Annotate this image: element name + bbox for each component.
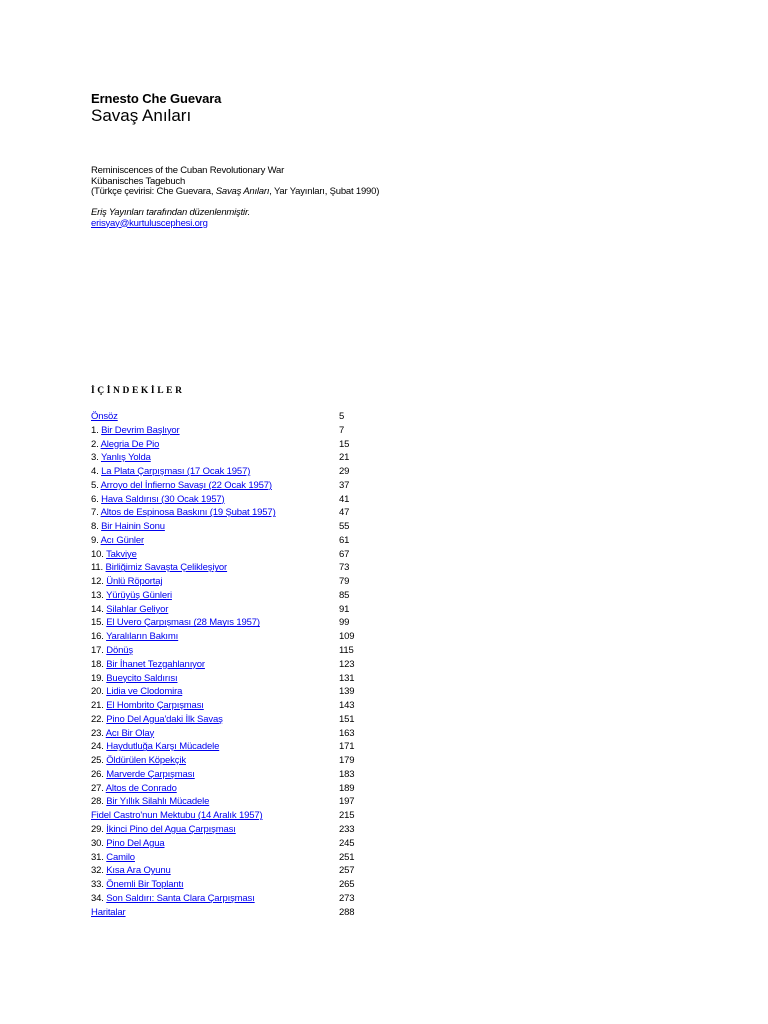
- toc-entry: [91, 864, 391, 878]
- toc-entry-page: 47: [339, 507, 350, 519]
- toc-entry-page: 233: [339, 823, 355, 835]
- publication-info: [91, 166, 379, 229]
- toc-entry: [91, 713, 391, 727]
- toc-entry-link[interactable]: Bir Devrim Başlıyor: [101, 424, 180, 436]
- toc-entry: [91, 658, 391, 672]
- toc-entry-number: 16.: [91, 631, 107, 643]
- toc-entry-page: 109: [339, 631, 355, 643]
- toc-entry: [91, 589, 391, 603]
- toc-entry-page: 197: [339, 796, 355, 808]
- toc-entry-page: 91: [339, 603, 350, 615]
- toc-heading: İÇİNDEKİLER: [91, 386, 185, 396]
- toc-entry-page: 99: [339, 617, 350, 629]
- toc-entry: [91, 520, 391, 534]
- toc-entry: [91, 727, 391, 741]
- toc-entry: [91, 479, 391, 493]
- toc-entry-link[interactable]: Pino Del Agua'daki İlk Savaş: [106, 713, 223, 725]
- translation-note-suffix: , Yar Yayınları, Şubat 1990): [269, 186, 380, 197]
- toc-entry: [91, 465, 391, 479]
- toc-entry: [91, 424, 391, 438]
- toc-entry-number: 20.: [91, 686, 107, 698]
- toc-entry: [91, 630, 391, 644]
- translation-note-title: Savaş Anıları: [215, 186, 270, 197]
- toc-entry: [91, 493, 391, 507]
- toc-entry: [91, 672, 391, 686]
- toc-entry-number: 8.: [91, 521, 102, 533]
- toc-entry-number: 12.: [91, 576, 107, 588]
- toc-entry-link[interactable]: Acı Günler: [100, 534, 144, 546]
- toc-entry-link[interactable]: Bir Hainin Sonu: [101, 521, 165, 533]
- toc-entry-page: 123: [339, 658, 355, 670]
- toc-entry-link[interactable]: Altos de Conrado: [105, 782, 177, 794]
- toc-entry-link[interactable]: El Hombrito Çarpışması: [106, 700, 204, 712]
- toc-entry-number: 34.: [91, 892, 107, 904]
- toc-entry-link[interactable]: Takviye: [106, 548, 137, 560]
- toc-entry-page: 41: [339, 493, 350, 505]
- toc-entry-number: 7.: [91, 507, 101, 519]
- toc-entry: [91, 837, 391, 851]
- toc-entry-link[interactable]: Yürüyüş Günleri: [106, 589, 172, 601]
- toc-entry-page: 73: [339, 562, 350, 574]
- toc-entry-page: 151: [339, 713, 355, 725]
- toc-entry-page: 131: [339, 672, 355, 684]
- toc-entry: [91, 644, 391, 658]
- toc-entry-page: 85: [339, 589, 350, 601]
- toc-entry-link[interactable]: Lidia ve Clodomira: [106, 686, 183, 698]
- toc-entry-number: 9.: [91, 534, 101, 546]
- toc-entry: [91, 782, 391, 796]
- toc-entry-number: 10.: [91, 548, 107, 560]
- toc-entry-number: 27.: [91, 782, 106, 794]
- toc-entry-page: 61: [339, 534, 350, 546]
- toc-entry: [91, 616, 391, 630]
- translation-note-prefix: (Türkçe çevirisi: Che Guevara,: [91, 186, 216, 197]
- toc-entry: [91, 410, 391, 424]
- toc-entry-page: 171: [339, 741, 355, 753]
- toc-entry: [91, 823, 391, 837]
- toc-entry-number: 3.: [91, 452, 101, 464]
- toc-entry-link[interactable]: Öldürülen Köpekçik: [106, 755, 186, 767]
- toc-entry: [91, 699, 391, 713]
- email-line: [91, 219, 379, 230]
- toc-entry: [91, 892, 391, 906]
- toc-entry-link[interactable]: Silahlar Geliyor: [106, 603, 169, 615]
- toc-entry-link[interactable]: Bir Yıllık Silahlı Mücadele: [106, 796, 210, 808]
- toc-entry-link[interactable]: La Plata Çarpışması (17 Ocak 1957): [101, 466, 251, 478]
- toc-entry: [91, 878, 391, 892]
- toc-entry-number: 33.: [91, 879, 107, 891]
- toc-entry-number: 11.: [91, 562, 106, 574]
- toc-entry-link[interactable]: Haydutluğa Karşı Mücadele: [106, 741, 220, 753]
- toc-entry: [91, 548, 391, 562]
- toc-entry: [91, 561, 391, 575]
- toc-entry-link[interactable]: Dönüş: [106, 645, 133, 657]
- original-title-german: Kübanisches Tagebuch: [91, 175, 186, 187]
- toc-entry-link[interactable]: Birliğimiz Savaşta Çelikleşiyor: [105, 562, 228, 574]
- toc-entry-number: 30.: [91, 837, 107, 849]
- toc-entry-page: 5: [339, 411, 345, 422]
- toc-entry-page: 288: [339, 906, 355, 918]
- toc-entry-number: 13.: [91, 589, 107, 601]
- toc-entry-number: 23.: [91, 727, 106, 739]
- toc-entry-number: 15.: [91, 617, 107, 629]
- toc-entry-link[interactable]: Marverde Çarpışması: [106, 768, 195, 780]
- toc-entry-number: 19.: [91, 672, 107, 684]
- toc-entry: [91, 740, 391, 754]
- toc-entry-number: 4.: [91, 466, 102, 478]
- toc-entry-page: 163: [339, 727, 355, 739]
- toc-entry-link[interactable]: Önsöz: [91, 411, 118, 422]
- toc-entry-page: 55: [339, 521, 350, 533]
- email-link[interactable]: erisyay@kurtuluscephesi.org: [91, 217, 208, 229]
- toc-entry: [91, 438, 391, 452]
- toc-entry-page: 79: [339, 576, 350, 588]
- toc-entry-page: 215: [339, 810, 355, 822]
- toc-entry: [91, 768, 391, 782]
- toc-entry-link[interactable]: Bir İhanet Tezgahlanıyor: [106, 658, 205, 670]
- toc-entry-link[interactable]: El Uvero Çarpışması (28 Mayıs 1957): [106, 617, 260, 629]
- toc-entry-number: 29.: [91, 823, 107, 835]
- toc-entry-link[interactable]: Yaralıların Bakımı: [106, 631, 179, 643]
- toc-entry-link[interactable]: Fidel Castro'nun Mektubu (14 Aralık 1957): [91, 810, 263, 822]
- toc-entry-link[interactable]: Arroyo del İnfierno Savaşı (22 Ocak 1957): [100, 479, 272, 491]
- toc-entry: [91, 575, 391, 589]
- toc-entry-number: 22.: [91, 713, 107, 725]
- toc-entry-link[interactable]: Pino Del Agua: [106, 837, 165, 849]
- toc-entry-link[interactable]: Acı Bir Olay: [105, 727, 155, 739]
- toc-entry-number: 6.: [91, 493, 102, 505]
- toc-entry: [91, 534, 391, 548]
- toc-entry-number: 26.: [91, 768, 107, 780]
- toc-entry-number: 18.: [91, 658, 107, 670]
- toc-entry-number: 25.: [91, 755, 107, 767]
- toc-entry-page: 139: [339, 686, 355, 698]
- toc-entry-number: 17.: [91, 645, 107, 657]
- toc-entry-page: 183: [339, 768, 355, 780]
- toc-entry: [91, 906, 391, 920]
- toc-entry-page: 7: [339, 424, 345, 436]
- toc-entry-link[interactable]: Son Saldırı: Santa Clara Çarpışması: [106, 892, 255, 904]
- editor-note: Eriş Yayınları tarafından düzenlenmiştir.: [91, 207, 251, 218]
- toc-entry-number: 14.: [91, 603, 107, 615]
- toc-entry-link[interactable]: Hava Saldırısı (30 Ocak 1957): [101, 493, 225, 505]
- toc-entry-number: 21.: [91, 700, 107, 712]
- toc-entry: [91, 809, 391, 823]
- toc-entry-number: 24.: [91, 741, 107, 753]
- toc-entry-page: 245: [339, 837, 355, 849]
- book-title: Savaş Anıları: [91, 106, 192, 125]
- toc-entry-page: 37: [339, 479, 350, 491]
- toc-entry-number: 2.: [91, 438, 101, 450]
- toc-entry: [91, 754, 391, 768]
- toc-entry-link[interactable]: Ünlü Röportaj: [106, 576, 163, 588]
- toc-entry-page: 257: [339, 865, 355, 877]
- toc-entry-page: 273: [339, 892, 355, 904]
- toc-entry-page: 189: [339, 782, 355, 794]
- toc-entry-number: 31.: [91, 851, 107, 863]
- toc-entry-page: 265: [339, 879, 355, 891]
- toc-entry-link[interactable]: Haritalar: [91, 906, 126, 918]
- toc-entry-link[interactable]: Altos de Espinosa Baskını (19 Şubat 1957): [100, 507, 276, 519]
- toc-entry-link[interactable]: Önemli Bir Toplantı: [106, 879, 184, 891]
- author-name: Ernesto Che Guevara: [91, 91, 222, 106]
- toc-entry: [91, 795, 391, 809]
- toc-entry-link[interactable]: Camilo: [106, 851, 135, 863]
- toc-entry: [91, 851, 391, 865]
- toc-entry-page: 21: [339, 452, 350, 464]
- toc-entry-page: 15: [339, 438, 350, 450]
- toc-entry-link[interactable]: Bueycito Saldırısı: [106, 672, 178, 684]
- toc-entry-page: 179: [339, 755, 355, 767]
- toc-entry-link[interactable]: İkinci Pino del Agua Çarpışması: [106, 823, 236, 835]
- toc-entry-link[interactable]: Kısa Ara Oyunu: [106, 865, 171, 877]
- toc-entry-number: 32.: [91, 865, 107, 877]
- toc-entry-number: 28.: [91, 796, 107, 808]
- toc-entry-page: 29: [339, 466, 350, 478]
- toc-entry-number: 1.: [91, 424, 102, 436]
- toc-entry-page: 251: [339, 851, 355, 863]
- toc-entry: [91, 685, 391, 699]
- toc-entry-link[interactable]: Alegria De Pio: [100, 438, 160, 450]
- toc-entry: [91, 506, 391, 520]
- translation-note: [91, 187, 379, 198]
- toc-entry-number: 5.: [91, 479, 101, 491]
- toc-entry-page: 115: [339, 645, 354, 657]
- toc-entry-page: 143: [339, 700, 355, 712]
- table-of-contents: [91, 410, 391, 919]
- toc-entry-page: 67: [339, 548, 350, 560]
- toc-entry: [91, 451, 391, 465]
- original-title-english: Reminiscences of the Cuban Revolutionary War: [91, 165, 285, 176]
- toc-entry-link[interactable]: Yanlış Yolda: [100, 452, 151, 464]
- toc-entry: [91, 603, 391, 617]
